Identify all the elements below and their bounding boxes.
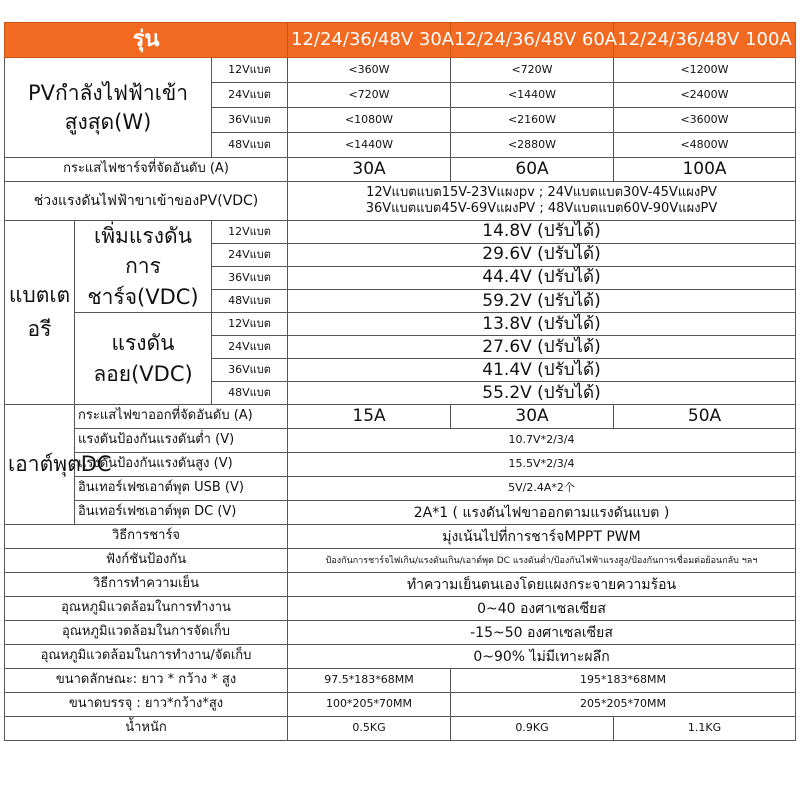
- rated-charge-label: กระแสไฟชาร์จที่จัดอันดับ (A): [5, 158, 288, 182]
- spec-row: [5, 525, 796, 549]
- float-voltage-value: 13.8V (ปรับได้): [288, 313, 796, 336]
- pv-power-value: <720W: [451, 58, 614, 83]
- spec-row: [5, 597, 796, 621]
- high-voltage-protection-label: แรงดันป้องกันแรงดันสูง (V): [75, 453, 288, 477]
- boost-voltage-label: เพิ่มแรงดันการชาร์จ(VDC): [75, 221, 212, 313]
- protection-value: ป้องกันการชาร์จไฟเกิน/แรงดันเกิน/เอาต์พุต DC แรงดันต่ำ/ป้องกันไฟฟ้าแรงสูง/ป้องกันการเชื่อมต่อย้อนกลับ ฯลฯ: [288, 549, 796, 573]
- pv-power-value: <1200W: [614, 58, 796, 83]
- battery-voltage: 36Vแบต: [212, 108, 288, 133]
- spec-table: [4, 22, 796, 741]
- high-voltage-row: [5, 453, 796, 477]
- cooling-method-label: วิธีการทำความเย็น: [5, 573, 288, 597]
- dimensions-value: 97.5*183*68MM: [288, 669, 451, 693]
- pv-power-value: <1080W: [288, 108, 451, 133]
- battery-voltage: 36Vแบต: [212, 267, 288, 290]
- pv-power-value: <3600W: [614, 108, 796, 133]
- pv-range-row: [5, 182, 796, 221]
- model-100a: 12/24/36/48V 100A: [614, 23, 796, 58]
- boost-voltage-value: 59.2V (ปรับได้): [288, 290, 796, 313]
- weight-label: น้ำหนัก: [5, 717, 288, 741]
- usb-output-row: [5, 477, 796, 501]
- weight-row: [5, 717, 796, 741]
- rated-charge-value: 30A: [288, 158, 451, 182]
- float-voltage-value: 27.6V (ปรับได้): [288, 336, 796, 359]
- charge-method-value: มุ่งเน้นไปที่การชาร์จMPPT PWM: [288, 525, 796, 549]
- pv-power-value: <2160W: [451, 108, 614, 133]
- pv-max-power-label: PVกำลังไฟฟ้าเข้าสูงสุด(W): [5, 58, 212, 158]
- float-voltage-value: 41.4V (ปรับได้): [288, 359, 796, 382]
- humidity-value: 0~90% ไม่มีเทาะผลึก: [288, 645, 796, 669]
- weight-value: 1.1KG: [614, 717, 796, 741]
- battery-voltage: 24Vแบต: [212, 244, 288, 267]
- battery-label: แบตเตอรี: [5, 221, 75, 405]
- dimensions-value: 195*183*68MM: [451, 669, 796, 693]
- package-size-label: ขนาดบรรจุ : ยาว*กว้าง*สูง: [5, 693, 288, 717]
- model-60a: 12/24/36/48V 60A: [451, 23, 614, 58]
- rated-charge-row: [5, 158, 796, 182]
- package-size-row: [5, 693, 796, 717]
- rated-output-current-value: 15A: [288, 405, 451, 429]
- pv-power-row: [5, 58, 796, 83]
- spec-row: [5, 573, 796, 597]
- dc-output-value: 2A*1 ( แรงดันไฟขาออกตามแรงดันแบต ): [288, 501, 796, 525]
- battery-voltage: 48Vแบต: [212, 290, 288, 313]
- package-size-value: 205*205*70MM: [451, 693, 796, 717]
- spec-row: [5, 621, 796, 645]
- package-size-value: 100*205*70MM: [288, 693, 451, 717]
- humidity-label: อุณหภูมิแวดล้อมในการทำงาน/จัดเก็บ: [5, 645, 288, 669]
- dimensions-row: [5, 669, 796, 693]
- battery-voltage: 24Vแบต: [212, 83, 288, 108]
- pv-power-value: <4800W: [614, 133, 796, 158]
- battery-voltage: 12Vแบต: [212, 313, 288, 336]
- pv-power-value: <2400W: [614, 83, 796, 108]
- float-voltage-value: 55.2V (ปรับได้): [288, 382, 796, 405]
- high-voltage-protection-value: 15.5V*2/3/4: [288, 453, 796, 477]
- usb-output-value: 5V/2.4A*2个: [288, 477, 796, 501]
- charge-method-label: วิธีการชาร์จ: [5, 525, 288, 549]
- battery-voltage: 48Vแบต: [212, 133, 288, 158]
- low-voltage-protection-label: แรงดันป้องกันแรงดันต่ำ (V): [75, 429, 288, 453]
- operating-temp-value: 0~40 องศาเซลเซียส: [288, 597, 796, 621]
- pv-power-value: <720W: [288, 83, 451, 108]
- storage-temp-value: -15~50 องศาเซลเซียส: [288, 621, 796, 645]
- pv-range-line2: 36Vแบตแบต45V-69VแผงPV ; 48Vแบตแบต60V-90VแผงPV: [365, 201, 718, 216]
- storage-temp-label: อุณหภูมิแวดล้อมในการจัดเก็บ: [5, 621, 288, 645]
- battery-voltage: 36Vแบต: [212, 359, 288, 382]
- boost-voltage-value: 29.6V (ปรับได้): [288, 244, 796, 267]
- battery-voltage: 48Vแบต: [212, 382, 288, 405]
- rated-output-current-value: 50A: [614, 405, 796, 429]
- operating-temp-label: อุณหภูมิแวดล้อมในการทำงาน: [5, 597, 288, 621]
- output-dc-label: เอาต์พุตDC: [5, 405, 75, 525]
- rated-output-current-label: กระแสไฟขาออกที่จัดอันดับ (A): [75, 405, 288, 429]
- spec-row: [5, 549, 796, 573]
- battery-voltage: 24Vแบต: [212, 336, 288, 359]
- pv-power-value: <1440W: [451, 83, 614, 108]
- pv-power-value: <1440W: [288, 133, 451, 158]
- float-row: [5, 313, 796, 336]
- pv-range-line1: 12Vแบตแบต15V-23Vแผงpv ; 24Vแบตแบต30V-45VแผงPV: [366, 184, 717, 200]
- pv-range-value: [288, 182, 796, 221]
- rated-output-current-value: 30A: [451, 405, 614, 429]
- pv-power-value: <2880W: [451, 133, 614, 158]
- weight-value: 0.5KG: [288, 717, 451, 741]
- weight-value: 0.9KG: [451, 717, 614, 741]
- float-voltage-label: แรงดันลอย(VDC): [75, 313, 212, 405]
- usb-output-label: อินเทอร์เฟซเอาต์พุต USB (V): [75, 477, 288, 501]
- boost-row: [5, 221, 796, 244]
- output-current-row: [5, 405, 796, 429]
- low-voltage-protection-value: 10.7V*2/3/4: [288, 429, 796, 453]
- pv-range-label: ช่วงแรงดันไฟฟ้าขาเข้าของPV(VDC): [5, 182, 288, 221]
- cooling-method-value: ทำความเย็นตนเองโดยแผงกระจายความร้อน: [288, 573, 796, 597]
- model-30a: 12/24/36/48V 30A: [288, 23, 451, 58]
- protection-label: ฟังก์ชันป้องกัน: [5, 549, 288, 573]
- header-row: [5, 23, 796, 58]
- rated-charge-value: 60A: [451, 158, 614, 182]
- boost-voltage-value: 14.8V (ปรับได้): [288, 221, 796, 244]
- low-voltage-row: [5, 429, 796, 453]
- model-label: รุ่น: [5, 23, 288, 58]
- battery-voltage: 12Vแบต: [212, 58, 288, 83]
- dc-output-row: [5, 501, 796, 525]
- spec-row: [5, 645, 796, 669]
- boost-voltage-value: 44.4V (ปรับได้): [288, 267, 796, 290]
- dc-output-label: อินเทอร์เฟซเอาต์พุต DC (V): [75, 501, 288, 525]
- rated-charge-value: 100A: [614, 158, 796, 182]
- pv-power-value: <360W: [288, 58, 451, 83]
- dimensions-label: ขนาดลักษณะ: ยาว * กว้าง * สูง: [5, 669, 288, 693]
- battery-voltage: 12Vแบต: [212, 221, 288, 244]
